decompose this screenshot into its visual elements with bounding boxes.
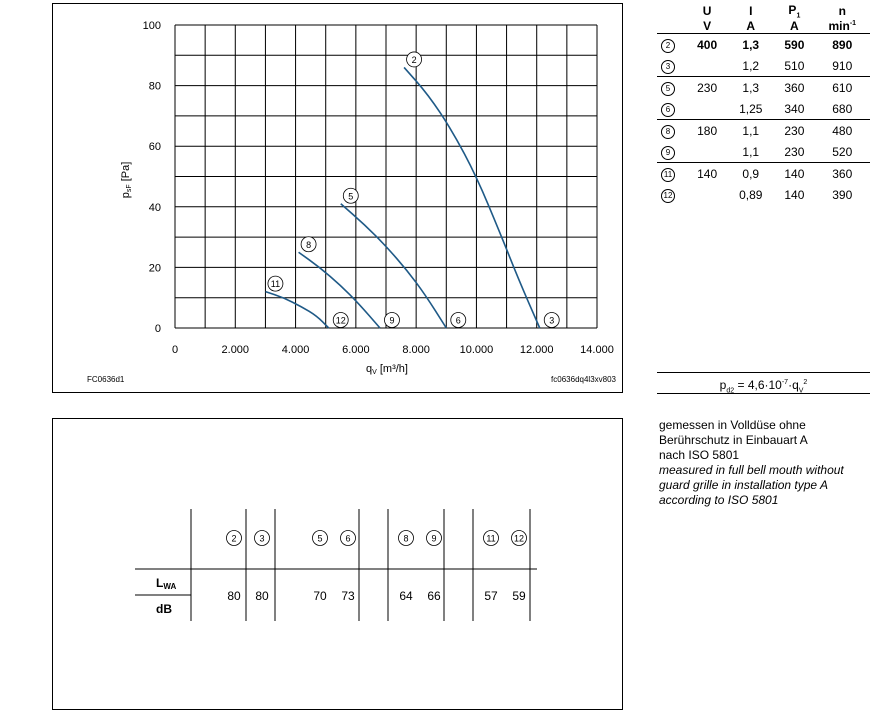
series-start-label: 5 <box>348 191 354 202</box>
x-axis-label-sub: V <box>372 369 377 376</box>
cell-voltage: 180 <box>697 123 718 138</box>
table-row <box>657 55 870 77</box>
noise-value: 66 <box>427 589 441 603</box>
cell-current: 1,3 <box>742 80 760 95</box>
note-en-3: according to ISO 5801 <box>659 493 779 507</box>
x-tick-label: 0 <box>171 344 179 356</box>
cell-speed: 890 <box>832 37 853 52</box>
y-axis-label-unit: [Pa] <box>120 161 132 185</box>
y-axis-label: psF [Pa] <box>120 161 133 199</box>
cell-voltage <box>687 184 727 205</box>
cell-power: 140 <box>784 187 805 202</box>
row-id-badge: 5 <box>661 82 675 96</box>
y-tick-label: 60 <box>148 141 161 154</box>
series-end-label: 9 <box>389 315 395 326</box>
lwa-label: LWA <box>156 576 177 591</box>
table-row <box>657 120 870 142</box>
noise-col-id: 12 <box>513 533 525 544</box>
note-de-3: nach ISO 5801 <box>659 448 740 462</box>
noise-col-id: 3 <box>259 533 265 544</box>
formula-mid: = 4,6·10 <box>734 378 782 392</box>
x-tick-label: 12.000 <box>519 344 554 356</box>
noise-value: 59 <box>512 589 526 603</box>
noise-col-id: 8 <box>403 533 409 544</box>
cell-voltage: 140 <box>697 166 718 181</box>
measurement-notes <box>659 418 884 508</box>
cell-voltage <box>687 98 727 120</box>
x-tick-label: 8.000 <box>402 344 430 356</box>
x-tick-label: 10.000 <box>459 344 494 356</box>
cell-speed: 910 <box>815 55 870 77</box>
row-id <box>657 141 687 163</box>
y-tick-label: 20 <box>148 262 161 275</box>
chart-panel <box>52 3 623 393</box>
table-row <box>657 77 870 99</box>
series-end-label: 6 <box>455 315 461 326</box>
series-end-label: 3 <box>549 315 555 326</box>
pressure-formula <box>657 372 870 394</box>
table-header-row <box>657 3 870 19</box>
cell-voltage: 230 <box>697 80 718 95</box>
unit-current: A <box>727 19 774 34</box>
y-tick-label: 40 <box>148 201 161 214</box>
noise-col-id: 9 <box>431 533 437 544</box>
y-tick-label: 100 <box>142 20 161 32</box>
x-tick-label: 4.000 <box>281 344 310 356</box>
noise-value: 64 <box>399 589 413 603</box>
sound-power-table <box>53 419 622 709</box>
noise-col-id: 11 <box>486 533 496 544</box>
cell-power: 510 <box>774 55 814 77</box>
lwa-unit: dB <box>156 602 172 616</box>
cell-speed: 610 <box>832 80 853 95</box>
cell-power: 340 <box>774 98 814 120</box>
row-id <box>657 120 687 142</box>
cell-current: 1,25 <box>727 98 774 120</box>
cell-current: 0,89 <box>739 187 763 202</box>
row-id-badge: 8 <box>661 125 675 139</box>
series-line <box>341 204 447 328</box>
formula-rhs-sub: V <box>798 387 804 395</box>
formula-rhs-sup: 2 <box>803 379 808 386</box>
x-tick-label: 6.000 <box>342 344 370 356</box>
row-id-badge: 12 <box>661 189 675 203</box>
row-id-badge: 3 <box>661 60 675 74</box>
row-id <box>657 163 687 185</box>
x-tick-label: 2.000 <box>221 344 250 356</box>
cell-power: 230 <box>774 141 814 163</box>
cell-voltage <box>687 55 727 77</box>
series-line <box>404 67 540 328</box>
cell-voltage: 400 <box>697 37 718 52</box>
y-tick-label: 0 <box>154 323 161 335</box>
table-row <box>657 163 870 185</box>
table-row <box>657 141 870 163</box>
header-voltage: U <box>702 4 712 19</box>
row-id-badge: 6 <box>661 103 675 117</box>
cell-power: 360 <box>784 80 805 95</box>
row-id-badge: 11 <box>661 168 675 182</box>
noise-value: 80 <box>227 589 241 603</box>
formula-lhs-sub: d2 <box>726 387 735 395</box>
unit-voltage: V <box>687 19 727 34</box>
cell-current: 1,1 <box>742 123 760 138</box>
row-id <box>657 77 687 99</box>
cell-power: 140 <box>784 166 805 181</box>
formula-lhs: p <box>719 378 727 392</box>
header-speed: n <box>838 4 846 19</box>
chart-footnote-right: fc0636dq4l3xv803 <box>551 375 616 384</box>
row-id <box>657 34 687 56</box>
series-end-label: 12 <box>335 315 346 326</box>
cell-voltage <box>687 141 727 163</box>
x-axis-label: qV [m³/h] <box>366 363 408 376</box>
row-id <box>657 184 687 205</box>
header-current: I <box>749 4 753 19</box>
unit-speed: $\min^{-1}$ <box>815 19 870 34</box>
row-id-badge: 2 <box>661 39 675 53</box>
note-en-2: guard grille in installation type A <box>659 478 828 492</box>
note-de-2: Berührschutz in Einbauart A <box>659 433 808 447</box>
formula-exp: -7 <box>781 379 789 386</box>
series-start-label: 8 <box>306 239 312 250</box>
lwa-label-sub: WA <box>163 582 177 591</box>
x-axis-label-unit: [m³/h] <box>376 363 408 375</box>
table-row <box>657 98 870 120</box>
table-row <box>657 184 870 205</box>
formula-rhs: ·q <box>788 378 799 392</box>
table-unit-row <box>657 19 870 34</box>
y-axis-label-sub: sF <box>126 184 133 193</box>
cell-speed: 360 <box>832 166 853 181</box>
cell-speed: 520 <box>815 141 870 163</box>
sound-power-panel <box>52 418 623 710</box>
noise-col-id: 6 <box>345 533 351 544</box>
row-id-badge: 9 <box>661 146 675 160</box>
cell-current: 1,2 <box>727 55 774 77</box>
operating-points-table <box>657 3 870 205</box>
table-row <box>657 34 870 56</box>
x-tick-label: 14.000 <box>580 344 614 356</box>
cell-current: 1,3 <box>742 37 760 52</box>
noise-col-id: 5 <box>317 533 323 544</box>
cell-current: 0,9 <box>742 166 760 181</box>
noise-col-id: 2 <box>231 533 237 544</box>
cell-current: 1,1 <box>727 141 774 163</box>
header-power: $P_1$ <box>788 3 801 20</box>
cell-speed: 680 <box>815 98 870 120</box>
noise-value: 70 <box>313 589 327 603</box>
cell-speed: 390 <box>832 187 853 202</box>
y-tick-label: 80 <box>148 80 161 93</box>
cell-power: 590 <box>784 37 805 52</box>
series-start-label: 11 <box>270 279 281 290</box>
series-line <box>265 292 328 328</box>
row-id <box>657 55 687 77</box>
characteristic-chart <box>53 4 622 392</box>
row-id <box>657 98 687 120</box>
noise-value: 57 <box>484 589 498 603</box>
note-en-1: measured in full bell mouth without <box>659 463 844 477</box>
noise-value: 80 <box>255 589 269 603</box>
note-de-1: gemessen in Volldüse ohne <box>659 418 806 432</box>
cell-speed: 480 <box>832 123 853 138</box>
series-start-label: 2 <box>411 54 417 65</box>
noise-value: 73 <box>341 589 355 603</box>
unit-power: A <box>774 19 814 34</box>
chart-footnote-left: FC0636d1 <box>87 375 125 384</box>
cell-power: 230 <box>784 123 805 138</box>
